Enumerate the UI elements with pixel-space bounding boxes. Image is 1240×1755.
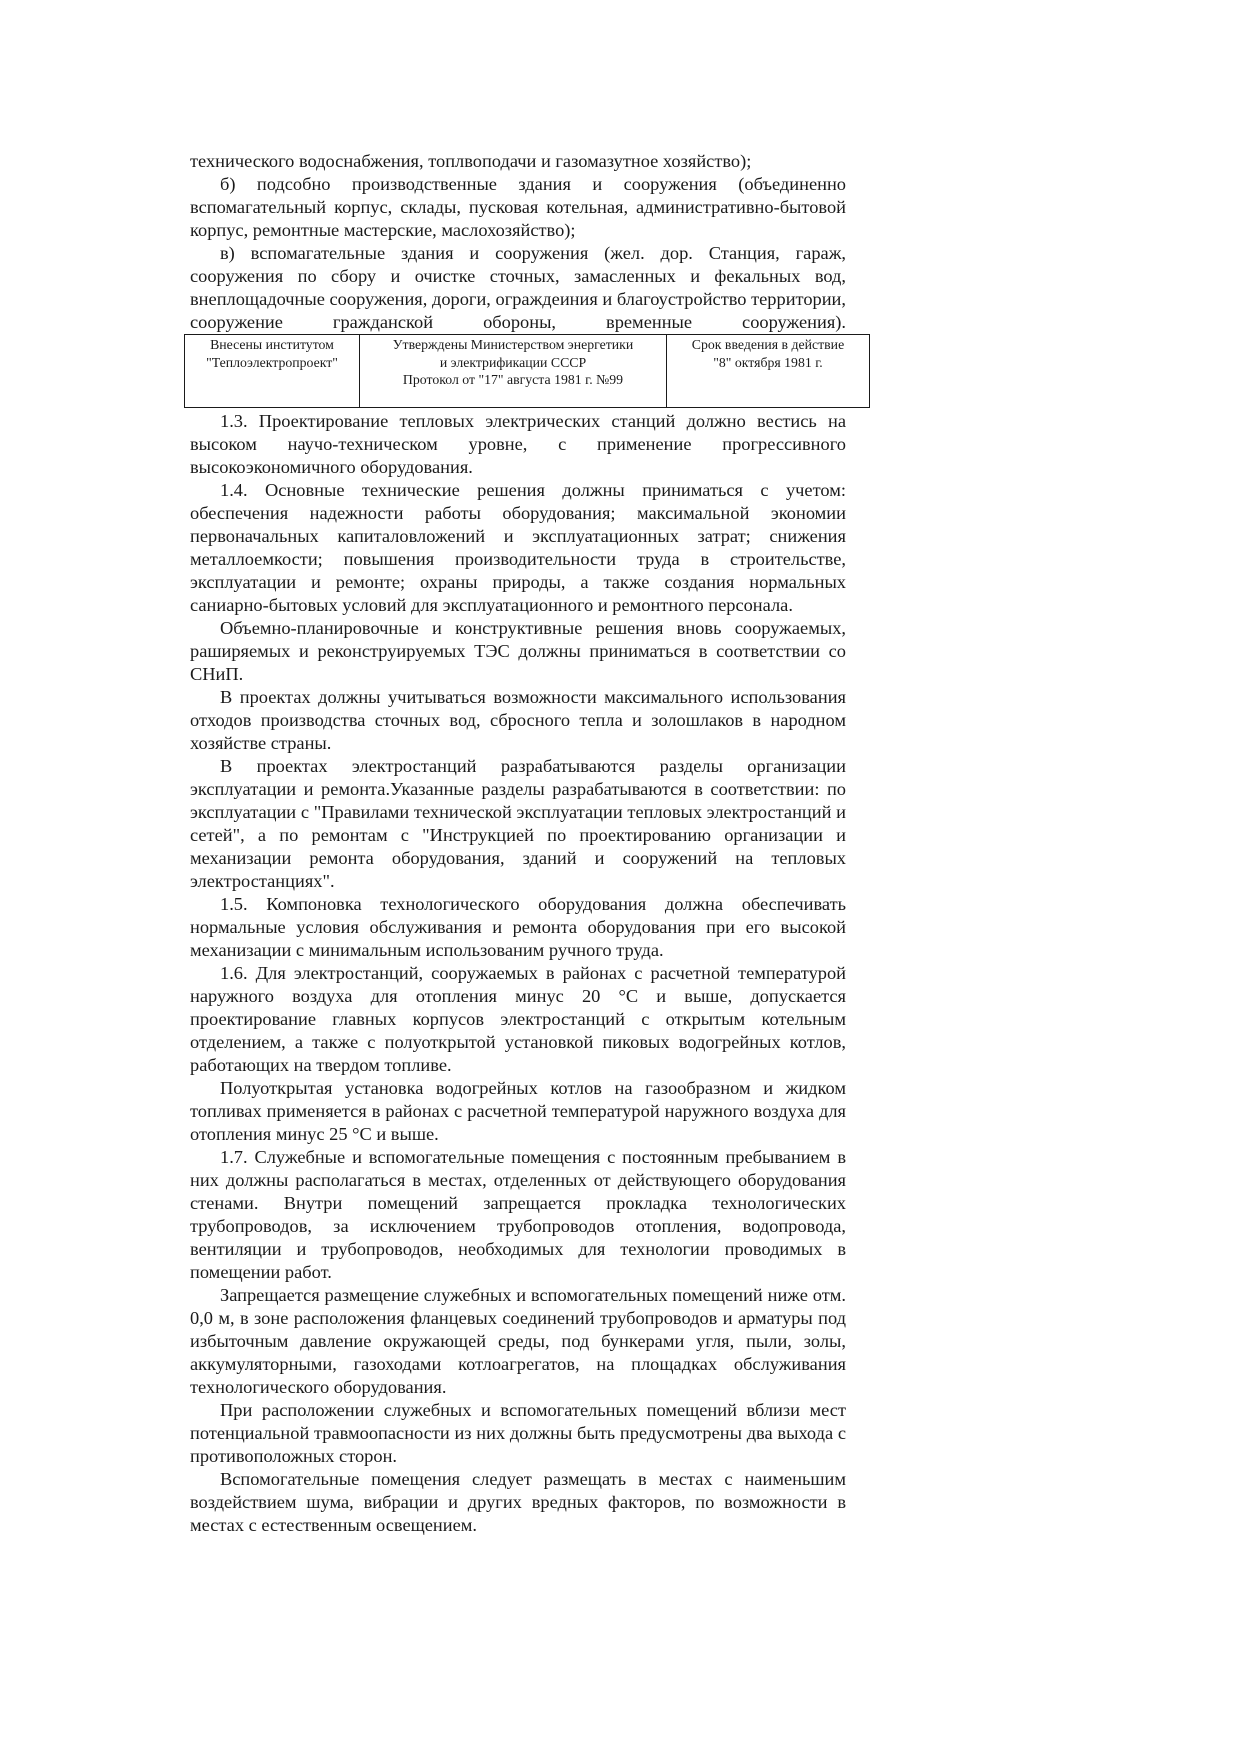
- auxiliary-rooms-paragraph: Вспомогательные помещения следует размещать в местах с наименьшим воздействием шума, вибрации и других вредных факторов, по возможности в местах с естественным освещением.: [190, 1469, 846, 1535]
- intro-paragraph-c: в) вспомагательные здания и сооружения (жел. дор. Станция, гараж, сооружения по сбору и очистке сточных, замасленных и фекальных вод, внеплощадочные сооружения, дороги, ограждеиния и благоустройство территории, сооружение гражданской обороны, временные сооружения).: [190, 243, 846, 332]
- section-1-3-paragraph: 1.3. Проектирование тепловых электрических станций должно вестись на высоком научо-техническом уровне, с применение прогрессивного высокоэкономичного оборудования.: [190, 411, 846, 477]
- approved-protocol: Протокол от "17" августа 1981 г. №99: [402, 372, 624, 387]
- submitted-by-label: Внесены институтом: [210, 337, 334, 352]
- section-1-5-paragraph: 1.5. Компоновка технологического оборудования должна обеспечивать нормальные условия обслуживания и ремонта оборудования при его высокой механизации с минимальным использованим ручного труда.: [190, 894, 846, 960]
- section-1-6-paragraph: 1.6. Для электростанций, сооружаемых в районах с расчетной температурой наружного воздуха для отопления минус 20 °С и выше, допускается проектирование главных корпусов электростанций с открытым котельным отделением, а также с полуоткрытой установкой пиковых водогрейных котлов, работающих на твердом топливе.: [190, 963, 846, 1075]
- section-1-7-paragraph: 1.7. Служебные и вспомогательные помещения с постоянным пребыванием в них должны располагаться в местах, отделенных от действующего оборудования стенами. Внутри помещений запрещается прокладка технологических трубопроводов, за исключением трубопроводов отопления, водопровода, вентиляции и трубопроводов, необходимых для технологии проводимых в помещении работ.: [190, 1147, 846, 1282]
- two-exits-paragraph: При расположении служебных и вспомогательных помещений вблизи мест потенциальной травмоопасности из них должны быть предусмотрены два выхода с противоположных сторон.: [190, 1400, 846, 1466]
- operation-repair-paragraph: В проектах электростанций разрабатываются разделы организации эксплуатации и ремонта.Указанные разделы разрабатываются в соответствии: по эксплуатации с "Правилами технической эксплуатации тепловых электростанций и сетей", а по ремонтам с "Инструкцией по проектированию организации и механизации ремонта оборудования, зданий и сооружений на тепловых электростанциях".: [190, 756, 846, 891]
- submitted-by-institute: "Теплоэлектропроект": [206, 354, 338, 370]
- intro-paragraph-b: б) подсобно производственные здания и сооружения (объединенно вспомагательный корпус, склады, пусковая котельная, административно-бытовой корпус, ремонтные мастерские, маслохозяйство);: [190, 174, 846, 240]
- semi-open-boilers-paragraph: Полуоткрытая установка водогрейных котлов на газообразном и жидком топливах применяется в районах с расчетной температурой наружного воздуха для отопления минус 25 °С и выше.: [190, 1078, 846, 1144]
- effective-date-label: Срок введения в действие: [691, 337, 845, 352]
- approval-cell-effective: [667, 335, 870, 408]
- approval-table: [184, 334, 870, 408]
- approved-by-line1: Утверждены Министерством энергетики: [392, 337, 634, 352]
- approval-cell-approved: [360, 335, 667, 408]
- approval-cell-submitted: [185, 335, 360, 408]
- planning-solutions-paragraph: Объемно-планировочные и конструктивные решения вновь сооружаемых, раширяемых и реконструируемых ТЭС должны приниматься в соответствии со СНиП.: [190, 618, 846, 684]
- placement-prohibition-paragraph: Запрещается размещение служебных и вспомогательных помещений ниже отм. 0,0 м, в зоне расположения фланцевых соединений трубопроводов и арматуры под избыточным давление окружающей среды, под бункерами угля, пыли, золы, аккумуляторными, газоходами котлоагрегатов, на площадках обслуживания технологического оборудования.: [190, 1285, 846, 1397]
- effective-date: "8" октября 1981 г.: [713, 354, 823, 370]
- waste-usage-paragraph: В проектах должны учитываться возможности максимального использования отходов производства сточных вод, сбросного тепла и золошлаков в народном хозяйстве страны.: [190, 687, 846, 753]
- intro-paragraph-continuation: технического водоснабжения, топлвоподачи и газомазутное хозяйство);: [190, 151, 752, 171]
- section-1-4-paragraph: 1.4. Основные технические решения должны приниматься с учетом: обеспечения надежности работы оборудования; максимальной экономии первоначальных капиталовложений и эксплуатационных затрат; снижения металлоемкости; повышения производительности труда в строительстве, эксплуатации и ремонте; охраны природы, а также создания нормальных саниарно-бытовых условий для эксплуатационного и ремонтного персонала.: [190, 480, 846, 615]
- document-page: [190, 150, 846, 1537]
- approved-by-line2: и электрификации СССР: [439, 354, 587, 370]
